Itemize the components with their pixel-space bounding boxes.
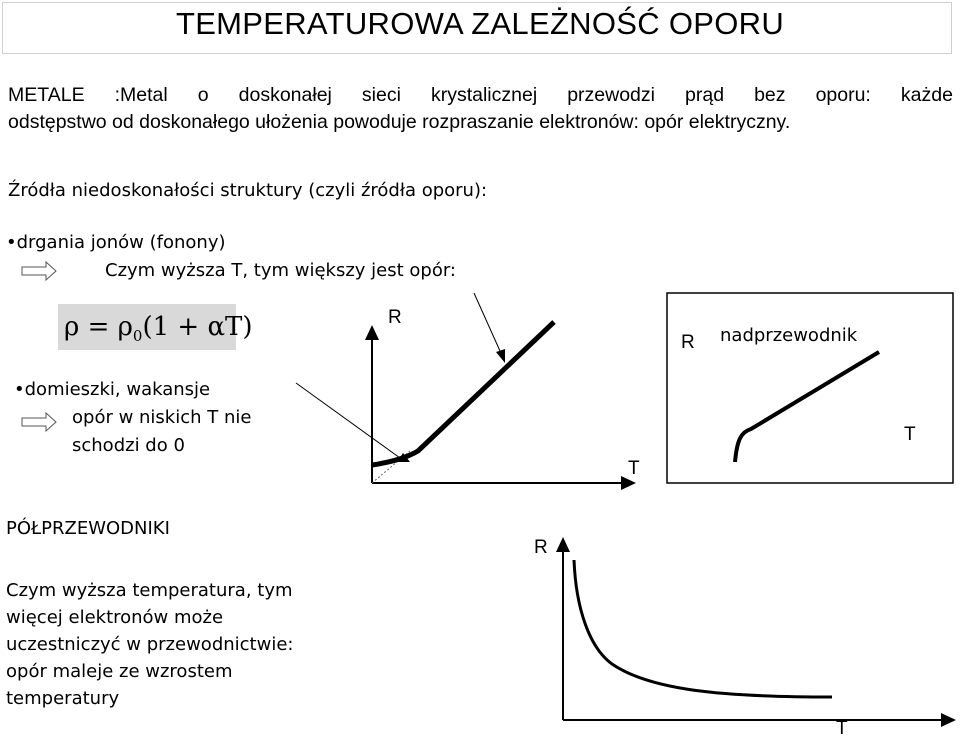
formula-equals: = — [87, 312, 110, 342]
semiconductors-text-line5: temperatury — [6, 688, 120, 709]
metal-resistance-graph — [296, 293, 636, 490]
semiconductor-graph-y-label: R — [534, 537, 548, 558]
metals-word: prąd — [685, 84, 725, 106]
superconductor-graph-x-label: T — [904, 424, 916, 445]
metal-graph-x-label: T — [628, 458, 640, 479]
semiconductors-text-line2: więcej elektronów może — [6, 607, 224, 628]
phonons-consequence: Czym wyższa T, tym większy jest opór: — [105, 260, 456, 281]
metals-word: o — [197, 84, 209, 106]
metals-word: krystalicznej — [430, 84, 538, 106]
semiconductor-resistance-graph — [556, 537, 956, 727]
metal-graph-y-label: R — [388, 307, 402, 328]
semiconductor-graph-x-label: T — [836, 718, 848, 739]
formula-subscript: 0 — [132, 327, 143, 345]
semiconductors-text-line4: opór maleje ze wzrostem — [6, 661, 233, 682]
formula-rho: ρ — [117, 312, 133, 342]
page-title: TEMPERATUROWA ZALEŻNOŚĆ OPORU — [175, 6, 785, 41]
bullet-phonons-label: drgania jonów (fonony) — [16, 232, 226, 253]
metals-paragraph-line2: odstępstwo od doskonałego ułożenia powoduje rozpraszanie elektronów: opór elektryczny. — [8, 111, 791, 133]
formula-lhs: ρ — [64, 312, 80, 342]
semiconductors-text-line3: uczestniczyć w przewodnictwie: — [6, 634, 294, 655]
metals-word: bez — [754, 84, 786, 106]
metals-word: oporu: — [815, 84, 871, 106]
sources-heading: Źródła niedoskonałości struktury (czyli źródła oporu): — [8, 180, 488, 201]
metals-word: METALE — [8, 84, 85, 106]
semiconductors-heading: PÓŁPRZEWODNIKI — [6, 518, 170, 539]
superconductor-graph-y-label: R — [681, 332, 695, 353]
implication-arrow-icon — [22, 262, 56, 280]
semiconductors-text-line1: Czym wyższa temperatura, tym — [6, 580, 293, 601]
metals-word: przewodzi — [567, 84, 655, 106]
formula-rhs: (1 + αT) — [142, 312, 253, 342]
impurities-consequence-line2: schodzi do 0 — [72, 435, 185, 456]
superconductor-graph — [667, 293, 953, 483]
bullet-impurities: •domieszki, wakansje — [14, 379, 211, 400]
metals-word: doskonałej — [238, 84, 332, 106]
superconductor-caption: nadprzewodnik — [720, 325, 858, 346]
bullet-phonons: •drgania jonów (fonony) — [6, 232, 226, 253]
metals-word: sieci — [361, 84, 401, 106]
bullet-impurities-label: domieszki, wakansje — [24, 379, 211, 400]
metals-word: :Metal — [114, 84, 168, 106]
implication-arrow-icon — [22, 413, 56, 431]
metals-word: każde — [900, 84, 953, 106]
impurities-consequence-line1: opór w niskich T nie — [72, 407, 252, 428]
